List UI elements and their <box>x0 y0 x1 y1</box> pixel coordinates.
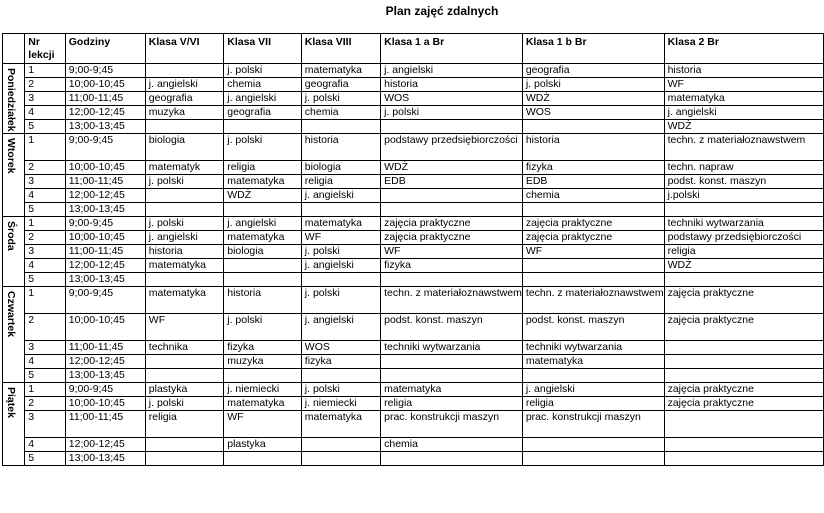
table-cell: historia <box>664 64 823 78</box>
table-cell <box>522 259 664 273</box>
table-cell: WOS <box>301 341 380 355</box>
table-cell: techniki wytwarzania <box>381 341 523 355</box>
table-row <box>3 217 824 231</box>
table-cell: 4 <box>25 189 65 203</box>
table-cell: WDŻ <box>664 259 823 273</box>
table-cell: 13;00-13;45 <box>65 203 145 217</box>
table-cell <box>381 273 523 287</box>
table-cell <box>145 452 223 466</box>
table-cell <box>145 203 223 217</box>
table-cell: biologia <box>145 134 223 161</box>
table-cell: j. angielski <box>522 383 664 397</box>
table-cell: 2 <box>25 78 65 92</box>
table-cell: matematyka <box>381 383 523 397</box>
table-cell: WF <box>381 245 523 259</box>
table-cell <box>301 120 380 134</box>
table-cell: j. niemiecki <box>301 397 380 411</box>
table-cell: 12;00-12;45 <box>65 259 145 273</box>
table-cell: geografia <box>301 78 380 92</box>
table-cell: matematyka <box>224 175 302 189</box>
table-row <box>3 120 824 134</box>
schedule-body <box>3 64 824 466</box>
table-cell: j. polski <box>145 397 223 411</box>
table-cell: WF <box>522 245 664 259</box>
table-cell: j. angielski <box>224 217 302 231</box>
table-cell <box>145 355 223 369</box>
header-row <box>3 34 824 64</box>
table-cell <box>664 369 823 383</box>
table-row <box>3 203 824 217</box>
table-cell: muzyka <box>224 355 302 369</box>
table-cell: j. polski <box>301 92 380 106</box>
header-godziny: Godziny <box>65 34 145 64</box>
table-row <box>3 287 824 314</box>
table-row <box>3 273 824 287</box>
day-cell <box>3 134 25 217</box>
table-cell: 11;00-11;45 <box>65 175 145 189</box>
table-cell: 9;00-9;45 <box>65 134 145 161</box>
table-cell: j. niemiecki <box>224 383 302 397</box>
table-cell: 1 <box>25 287 65 314</box>
table-cell: 10;00-10;45 <box>65 161 145 175</box>
table-cell: WF <box>301 231 380 245</box>
table-cell: historia <box>145 245 223 259</box>
table-cell: matematyka <box>301 411 380 438</box>
table-cell <box>664 438 823 452</box>
table-cell: 1 <box>25 64 65 78</box>
table-cell <box>381 452 523 466</box>
table-row <box>3 383 824 397</box>
table-cell: 5 <box>25 452 65 466</box>
table-cell: 10;00-10;45 <box>65 314 145 341</box>
table-cell: 1 <box>25 217 65 231</box>
table-cell: muzyka <box>145 106 223 120</box>
table-cell <box>522 438 664 452</box>
table-cell: biologia <box>224 245 302 259</box>
table-row <box>3 78 824 92</box>
table-row <box>3 175 824 189</box>
table-cell: 11;00-11;45 <box>65 92 145 106</box>
table-cell: chemia <box>522 189 664 203</box>
table-cell: religia <box>301 175 380 189</box>
table-cell: 9;00-9;45 <box>65 217 145 231</box>
header-nr-lekcji: Nr lekcji <box>25 34 65 64</box>
table-cell: 2 <box>25 231 65 245</box>
table-cell <box>145 189 223 203</box>
table-cell: j. angielski <box>301 189 380 203</box>
table-cell: 1 <box>25 383 65 397</box>
table-cell: techn. z materiałoznawstwem <box>381 287 523 314</box>
table-cell: 11;00-11;45 <box>65 245 145 259</box>
table-cell <box>664 452 823 466</box>
table-cell: EDB <box>381 175 523 189</box>
table-row <box>3 355 824 369</box>
table-cell: 9;00-9;45 <box>65 287 145 314</box>
table-cell: religia <box>381 397 523 411</box>
table-row <box>3 397 824 411</box>
table-cell: zajęcia praktyczne <box>522 231 664 245</box>
table-cell <box>522 203 664 217</box>
table-cell: techn. napraw <box>664 161 823 175</box>
table-cell <box>224 259 302 273</box>
table-cell <box>224 452 302 466</box>
table-cell: technika <box>145 341 223 355</box>
table-cell: 3 <box>25 92 65 106</box>
day-header <box>3 34 25 64</box>
table-row <box>3 92 824 106</box>
table-cell <box>145 120 223 134</box>
table-cell: WF <box>224 411 302 438</box>
table-cell <box>301 369 380 383</box>
table-row <box>3 341 824 355</box>
table-cell: historia <box>522 134 664 161</box>
table-cell: techn. z materiałoznawstwem <box>522 287 664 314</box>
table-cell: 4 <box>25 438 65 452</box>
table-cell: j. polski <box>301 383 380 397</box>
table-cell: matematyka <box>664 92 823 106</box>
table-cell: j. polski <box>301 287 380 314</box>
table-cell <box>145 64 223 78</box>
table-row <box>3 231 824 245</box>
day-cell <box>3 217 25 287</box>
table-row <box>3 452 824 466</box>
table-cell: 10;00-10;45 <box>65 397 145 411</box>
table-row <box>3 314 824 341</box>
table-cell: 12;00-12;45 <box>65 355 145 369</box>
table-cell <box>381 189 523 203</box>
table-cell: techniki wytwarzania <box>522 341 664 355</box>
table-cell: zajęcia praktyczne <box>664 314 823 341</box>
table-cell: matematyka <box>301 64 380 78</box>
table-cell: WDŻ <box>224 189 302 203</box>
table-cell: 5 <box>25 203 65 217</box>
table-cell: 5 <box>25 273 65 287</box>
schedule-table <box>2 33 824 466</box>
table-cell <box>301 452 380 466</box>
table-cell: chemia <box>224 78 302 92</box>
header-klasa-vii: Klasa VII <box>224 34 302 64</box>
table-cell: zajęcia praktyczne <box>664 383 823 397</box>
day-cell <box>3 287 25 383</box>
table-row <box>3 189 824 203</box>
header-klasa-1a-br: Klasa 1 a Br <box>381 34 523 64</box>
table-cell <box>301 438 380 452</box>
table-cell: religia <box>664 245 823 259</box>
day-label: Czwartek <box>5 291 17 338</box>
table-cell: 13;00-13;45 <box>65 120 145 134</box>
table-cell <box>381 369 523 383</box>
table-cell: 4 <box>25 355 65 369</box>
table-cell: 12;00-12;45 <box>65 189 145 203</box>
table-cell: matematyka <box>224 397 302 411</box>
table-cell: 3 <box>25 341 65 355</box>
page-title: Plan zajęć zdalnych <box>385 4 499 18</box>
table-cell: podst. konst. maszyn <box>664 175 823 189</box>
table-cell: historia <box>381 78 523 92</box>
table-cell: j. polski <box>145 175 223 189</box>
table-cell: fizyka <box>381 259 523 273</box>
table-cell: WDŻ <box>522 92 664 106</box>
table-row <box>3 438 824 452</box>
table-cell: matematyka <box>145 287 223 314</box>
table-cell: plastyka <box>224 438 302 452</box>
table-cell <box>664 273 823 287</box>
table-cell: 2 <box>25 314 65 341</box>
table-cell: zajęcia praktyczne <box>664 397 823 411</box>
table-cell <box>301 273 380 287</box>
table-cell: WF <box>145 314 223 341</box>
table-cell: 5 <box>25 369 65 383</box>
table-cell: 1 <box>25 134 65 161</box>
table-cell: j. angielski <box>224 92 302 106</box>
table-cell: j. polski <box>224 314 302 341</box>
table-cell: podstawy przedsiębiorczości <box>381 134 523 161</box>
day-label: Poniedziałek <box>5 68 17 132</box>
table-cell: matematyka <box>522 355 664 369</box>
table-cell: zajęcia praktyczne <box>381 231 523 245</box>
table-cell: zajęcia praktyczne <box>381 217 523 231</box>
table-cell: fizyka <box>224 341 302 355</box>
table-cell: fizyka <box>522 161 664 175</box>
table-cell: biologia <box>301 161 380 175</box>
table-row <box>3 411 824 438</box>
table-row <box>3 134 824 161</box>
day-cell <box>3 383 25 466</box>
table-cell: j. polski <box>381 106 523 120</box>
table-cell: geografia <box>145 92 223 106</box>
table-cell: historia <box>301 134 380 161</box>
table-cell: j. angielski <box>145 78 223 92</box>
table-cell: 9;00-9;45 <box>65 64 145 78</box>
day-label: Środa <box>5 221 17 251</box>
table-cell: 13;00-13;45 <box>65 273 145 287</box>
table-cell <box>522 369 664 383</box>
table-row <box>3 106 824 120</box>
table-cell: j. angielski <box>301 259 380 273</box>
table-cell: j.polski <box>664 189 823 203</box>
header-klasa-2-br: Klasa 2 Br <box>664 34 823 64</box>
table-cell <box>224 120 302 134</box>
table-cell: 2 <box>25 397 65 411</box>
table-cell: techn. z materiałoznawstwem <box>664 134 823 161</box>
table-cell: matematyka <box>301 217 380 231</box>
table-cell: chemia <box>301 106 380 120</box>
table-cell: podstawy przedsiębiorczości <box>664 231 823 245</box>
table-cell: 5 <box>25 120 65 134</box>
table-cell: podst. konst. maszyn <box>522 314 664 341</box>
table-cell <box>145 438 223 452</box>
table-row <box>3 369 824 383</box>
table-cell: geografia <box>522 64 664 78</box>
table-cell <box>224 273 302 287</box>
table-row <box>3 245 824 259</box>
table-cell: j. polski <box>522 78 664 92</box>
table-cell: techniki wytwarzania <box>664 217 823 231</box>
table-cell: 9;00-9;45 <box>65 383 145 397</box>
table-cell: geografia <box>224 106 302 120</box>
header-klasa-viii: Klasa VIII <box>301 34 380 64</box>
table-cell: WDŻ <box>381 161 523 175</box>
table-cell <box>381 120 523 134</box>
table-cell: religia <box>224 161 302 175</box>
table-cell: podst. konst. maszyn <box>381 314 523 341</box>
table-cell <box>224 369 302 383</box>
table-cell: j. angielski <box>145 231 223 245</box>
table-cell <box>664 341 823 355</box>
table-row <box>3 64 824 78</box>
table-cell: matematyk <box>145 161 223 175</box>
table-cell: WF <box>664 78 823 92</box>
table-cell <box>664 411 823 438</box>
table-cell: 13;00-13;45 <box>65 369 145 383</box>
table-cell: j. polski <box>301 245 380 259</box>
table-cell <box>522 120 664 134</box>
table-cell <box>522 452 664 466</box>
table-cell: WOS <box>522 106 664 120</box>
table-cell: 2 <box>25 161 65 175</box>
table-cell: zajęcia praktyczne <box>664 287 823 314</box>
table-cell <box>224 203 302 217</box>
table-cell: prac. konstrukcji maszyn <box>381 411 523 438</box>
table-cell: j. polski <box>224 134 302 161</box>
table-cell: fizyka <box>301 355 380 369</box>
table-row <box>3 259 824 273</box>
table-cell <box>664 203 823 217</box>
table-cell: 11;00-11;45 <box>65 341 145 355</box>
table-cell: 10;00-10;45 <box>65 231 145 245</box>
header-klasa-1b-br: Klasa 1 b Br <box>522 34 664 64</box>
table-cell: WOS <box>381 92 523 106</box>
table-cell: plastyka <box>145 383 223 397</box>
day-label: Piątek <box>5 387 17 418</box>
table-cell: historia <box>224 287 302 314</box>
table-cell: matematyka <box>224 231 302 245</box>
table-cell <box>301 203 380 217</box>
table-cell: 3 <box>25 411 65 438</box>
table-cell <box>145 273 223 287</box>
table-cell: j. angielski <box>381 64 523 78</box>
table-cell: 4 <box>25 106 65 120</box>
table-cell: 12;00-12;45 <box>65 106 145 120</box>
table-cell: j. polski <box>224 64 302 78</box>
table-cell: religia <box>145 411 223 438</box>
table-cell: prac. konstrukcji maszyn <box>522 411 664 438</box>
day-cell <box>3 64 25 134</box>
table-cell: j. angielski <box>664 106 823 120</box>
table-cell: chemia <box>381 438 523 452</box>
table-cell: 12;00-12;45 <box>65 438 145 452</box>
table-cell: WDŻ <box>664 120 823 134</box>
table-cell: 11;00-11;45 <box>65 411 145 438</box>
table-cell: EDB <box>522 175 664 189</box>
table-cell: j. polski <box>145 217 223 231</box>
table-row <box>3 161 824 175</box>
table-cell <box>522 273 664 287</box>
day-label: Wtorek <box>5 138 17 174</box>
table-cell <box>381 203 523 217</box>
table-cell: 3 <box>25 175 65 189</box>
table-cell: zajęcia praktyczne <box>522 217 664 231</box>
table-cell: religia <box>522 397 664 411</box>
table-cell <box>381 355 523 369</box>
table-cell: 3 <box>25 245 65 259</box>
table-cell <box>145 369 223 383</box>
table-cell: 4 <box>25 259 65 273</box>
table-cell: 13;00-13;45 <box>65 452 145 466</box>
table-cell <box>664 355 823 369</box>
table-cell: 10;00-10;45 <box>65 78 145 92</box>
header-klasa-v-vi: Klasa V/VI <box>145 34 223 64</box>
table-cell: matematyka <box>145 259 223 273</box>
table-cell: j. angielski <box>301 314 380 341</box>
